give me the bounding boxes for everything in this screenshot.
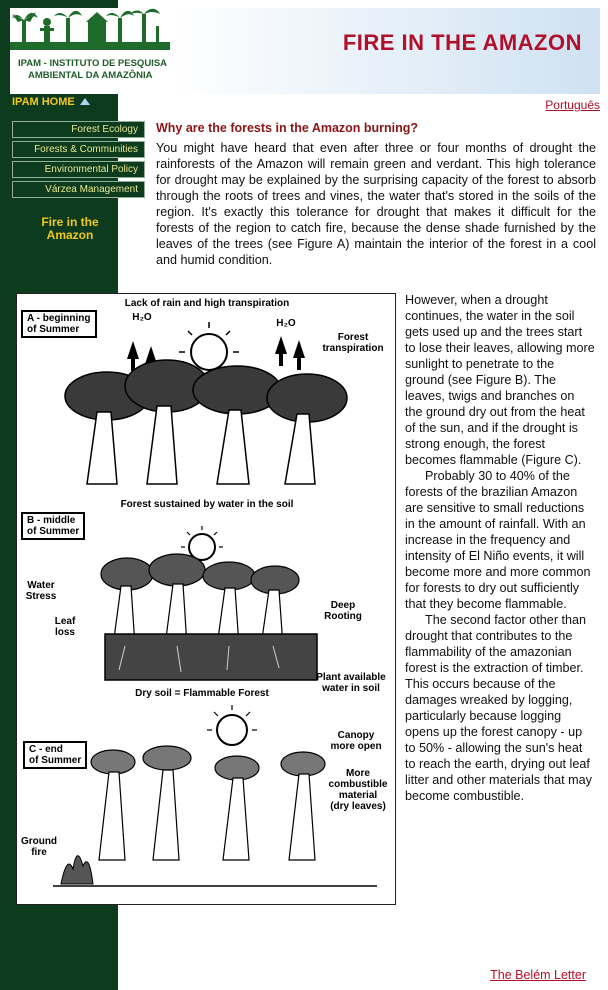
label-c-line1: C - end	[29, 744, 63, 755]
figure-b-caption: Dry soil = Flammable Forest	[135, 688, 269, 699]
plant-water-label	[307, 672, 395, 694]
leaf-loss-label	[47, 616, 83, 638]
sparse-canopy-icon	[91, 746, 325, 780]
canopy-line2: more open	[330, 741, 382, 752]
water-stress-line2: Stress	[25, 591, 57, 602]
forest-transpiration-line2: transpiration	[322, 343, 384, 354]
figure-label-a	[21, 310, 97, 338]
leaf-loss-line1: Leaf	[54, 616, 76, 627]
h2o-label-left: H₂O	[132, 312, 152, 323]
sidebar-item-environmental-policy[interactable]: Environmental Policy	[12, 161, 145, 178]
water-stress-label	[21, 580, 61, 602]
combustible-line1: More	[346, 768, 370, 779]
ipam-home-label: IPAM HOME	[12, 96, 75, 108]
sidebar-current-page[interactable]	[20, 216, 120, 242]
ground-fire-line1: Ground	[20, 836, 58, 847]
label-a-line1: A - beginning	[27, 313, 91, 324]
label-b-line2: of Summer	[27, 526, 80, 537]
canopy-line1: Canopy	[337, 730, 375, 741]
combustible-line3: material	[338, 790, 378, 801]
banner-title: FIRE IN THE AMAZON	[342, 30, 582, 55]
canopy-open-label	[321, 730, 391, 752]
sidebar-item-forest-ecology[interactable]: Forest Ecology	[12, 121, 145, 138]
article-paragraph-2: However, when a drought continues, the water in the soil gets used up and the trees start to lose their leaves, allowing more sunlight to penetrate to the ground (see Figure B). The leaves, twigs and branches on the ground dry out from the heat of the sun, and if the drought is strong enough, the forest becomes flammable (Figure C).	[405, 293, 595, 467]
drought-figure	[16, 293, 396, 905]
logo-text-line2: AMBIENTAL DA AMAZÔNIA	[28, 70, 153, 81]
leaf-loss-line2: loss	[54, 627, 75, 638]
figure-label-b	[21, 512, 85, 540]
ipam-logo[interactable]	[10, 8, 170, 94]
dry-soil-icon	[105, 634, 317, 680]
combustible-line4: (dry leaves)	[330, 801, 386, 812]
ground-fire-line2: fire	[31, 847, 47, 858]
deep-rooting-line2: Rooting	[324, 611, 362, 622]
article-paragraph-3: Probably 30 to 40% of the forests of the brazilian Amazon are sensitive to small reductions in the amount of rainfall. With an increase in the frequency and intensity of El Niño events, it will become more and more common for forests to dry out sufficiently that they become flammable.	[405, 469, 591, 611]
article-paragraph-1: You might have heard that even after three or four months of drought the rainforests of the Amazon will remain green and verdant. This high tolerance for drought may be explained by the surprising capacity of the forest to absorb through the roots of trees and vines, the water that's stored in the soils of the region. It's exactly this tolerance for drought that makes it difficult for the forests of the region to catch fire, because the dense shade furnished by the leaves of the trees (see Figure A) maintain the interior of the forest in a cool and humid condition.	[156, 141, 596, 267]
logo-silhouette-icon	[10, 8, 170, 58]
label-b-line1: B - middle	[27, 515, 76, 526]
label-c-line2: of Summer	[29, 755, 82, 766]
plant-water-line2: water in soil	[322, 683, 380, 694]
sidebar-item-varzea-management[interactable]: Várzea Management	[12, 181, 145, 198]
current-page-line2: Amazon	[46, 228, 94, 242]
article-heading: Why are the forests in the Amazon burning?	[156, 121, 419, 135]
ground-fire-label	[17, 836, 61, 858]
belem-letter-link[interactable]: The Belém Letter	[490, 968, 586, 982]
article-paragraph-4: The second factor other than drought that contributes to the flammability of the amazonian forest is the extraction of timber. This occurs because of the damages wreaked by logging, particularly because logging opens up the forest canopy - up to 50% - allowing the sun's heat to reach the earth, drying out leaf litter and other materials that may become combustible.	[405, 613, 592, 803]
combustible-material-label	[321, 768, 395, 812]
plant-water-line1: Plant available	[316, 672, 386, 683]
water-stress-line1: Water	[27, 580, 55, 591]
figure-a-caption: Forest sustained by water in the soil	[120, 499, 294, 510]
figure-label-c	[23, 741, 87, 769]
deep-rooting-line1: Deep	[330, 600, 356, 611]
sun-icon-c	[207, 705, 257, 745]
forest-transpiration-label	[311, 332, 395, 354]
label-a-line2: of Summer	[27, 324, 80, 335]
logo-text-line1: IPAM - INSTITUTO DE PESQUISA	[18, 58, 168, 69]
combustible-line2: combustible	[328, 779, 388, 790]
ipam-home-link[interactable]	[12, 96, 90, 108]
forest-transpiration-line1: Forest	[337, 332, 369, 343]
figure-top-caption: Lack of rain and high transpiration	[124, 298, 290, 309]
ground-fire-icon	[61, 856, 93, 884]
triangle-up-icon	[80, 98, 90, 105]
language-link[interactable]: Português	[545, 98, 600, 112]
article-right-column	[405, 292, 595, 804]
h2o-label-right: H₂O	[276, 318, 296, 329]
page-banner	[170, 8, 600, 94]
sidebar-item-forests-communities[interactable]: Forests & Communities	[12, 141, 145, 158]
current-page-line1: Fire in the	[41, 215, 99, 229]
deep-rooting-label	[315, 600, 371, 622]
